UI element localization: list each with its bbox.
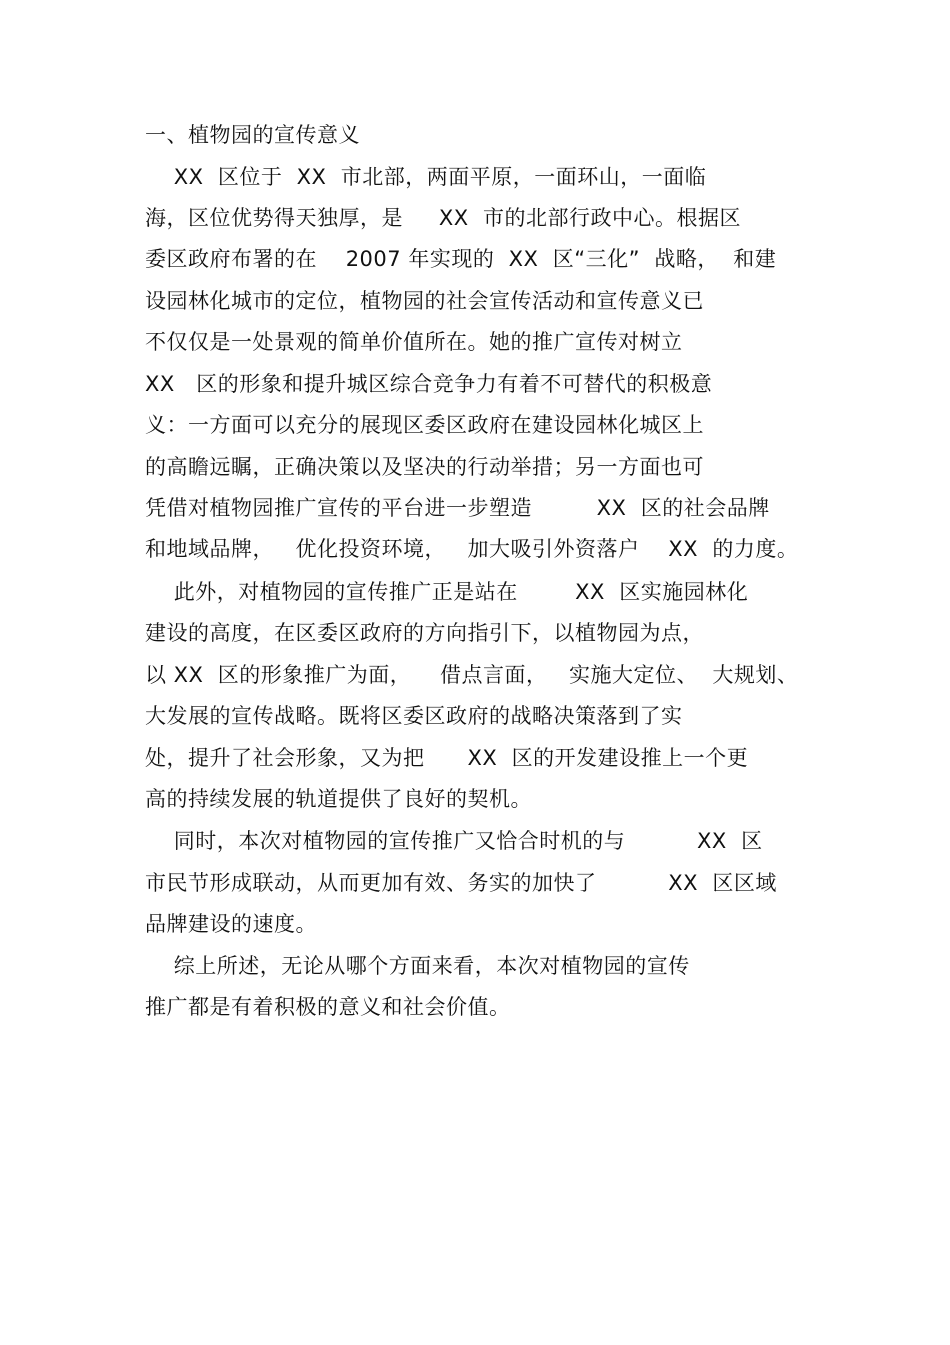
paragraph-line: 海，区位优势得天独厚，是 XX 市的北部行政中心。根据区: [145, 206, 741, 230]
paragraph-line: 不仅仅是一处景观的简单价值所在。她的推广宣传对树立: [145, 330, 683, 354]
paragraph-line: 处，提升了社会形象，又为把 XX 区的开发建设推上一个更: [145, 746, 749, 770]
paragraph-line: 凭借对植物园推广宣传的平台进一步塑造 XX 区的社会品牌: [145, 496, 770, 520]
paragraph-line: 委区政府布署的在 2007 年实现的 XX 区“三化” 战略， 和建: [145, 247, 777, 271]
paragraph-line: 高的持续发展的轨道提供了良好的契机。: [145, 787, 532, 811]
paragraph-line: 以 XX 区的形象推广为面， 借点言面， 实施大定位、 大规划、: [145, 663, 799, 687]
paragraph-line: 的高瞻远瞩，正确决策以及坚决的行动举措；另一方面也可: [145, 455, 704, 479]
paragraph-line: 同时，本次对植物园的宣传推广又恰合时机的与 XX 区: [145, 829, 763, 853]
paragraph-line: XX 区位于 XX 市北部，两面平原，一面环山，一面临: [145, 165, 707, 189]
paragraph-line: 推广都是有着积极的意义和社会价值。: [145, 995, 511, 1019]
paragraph-line: 市民节形成联动，从而更加有效、务实的加快了 XX 区区域: [145, 871, 777, 895]
paragraph-line: 品牌建设的速度。: [145, 912, 317, 936]
paragraph-line: 综上所述，无论从哪个方面来看，本次对植物园的宣传: [145, 954, 690, 978]
paragraph-line: 和地域品牌， 优化投资环境， 加大吸引外资落户 XX 的力度。: [145, 537, 799, 561]
paragraph-line: 义：一方面可以充分的展现区委区政府在建设园林化城区上: [145, 413, 704, 437]
paragraph-line: 大发展的宣传战略。既将区委区政府的战略决策落到了实: [145, 704, 683, 728]
paragraph-line: XX 区的形象和提升城区综合竞争力有着不可替代的积极意: [145, 372, 713, 396]
paragraph-line: 设园林化城市的定位，植物园的社会宣传活动和宣传意义已: [145, 289, 704, 313]
section-heading: 一、植物园的宣传意义: [145, 123, 360, 147]
paragraph-line: 建设的高度，在区委区政府的方向指引下，以植物园为点，: [145, 621, 704, 645]
paragraph-line: 此外，对植物园的宣传推广正是站在 XX 区实施园林化: [145, 580, 749, 604]
